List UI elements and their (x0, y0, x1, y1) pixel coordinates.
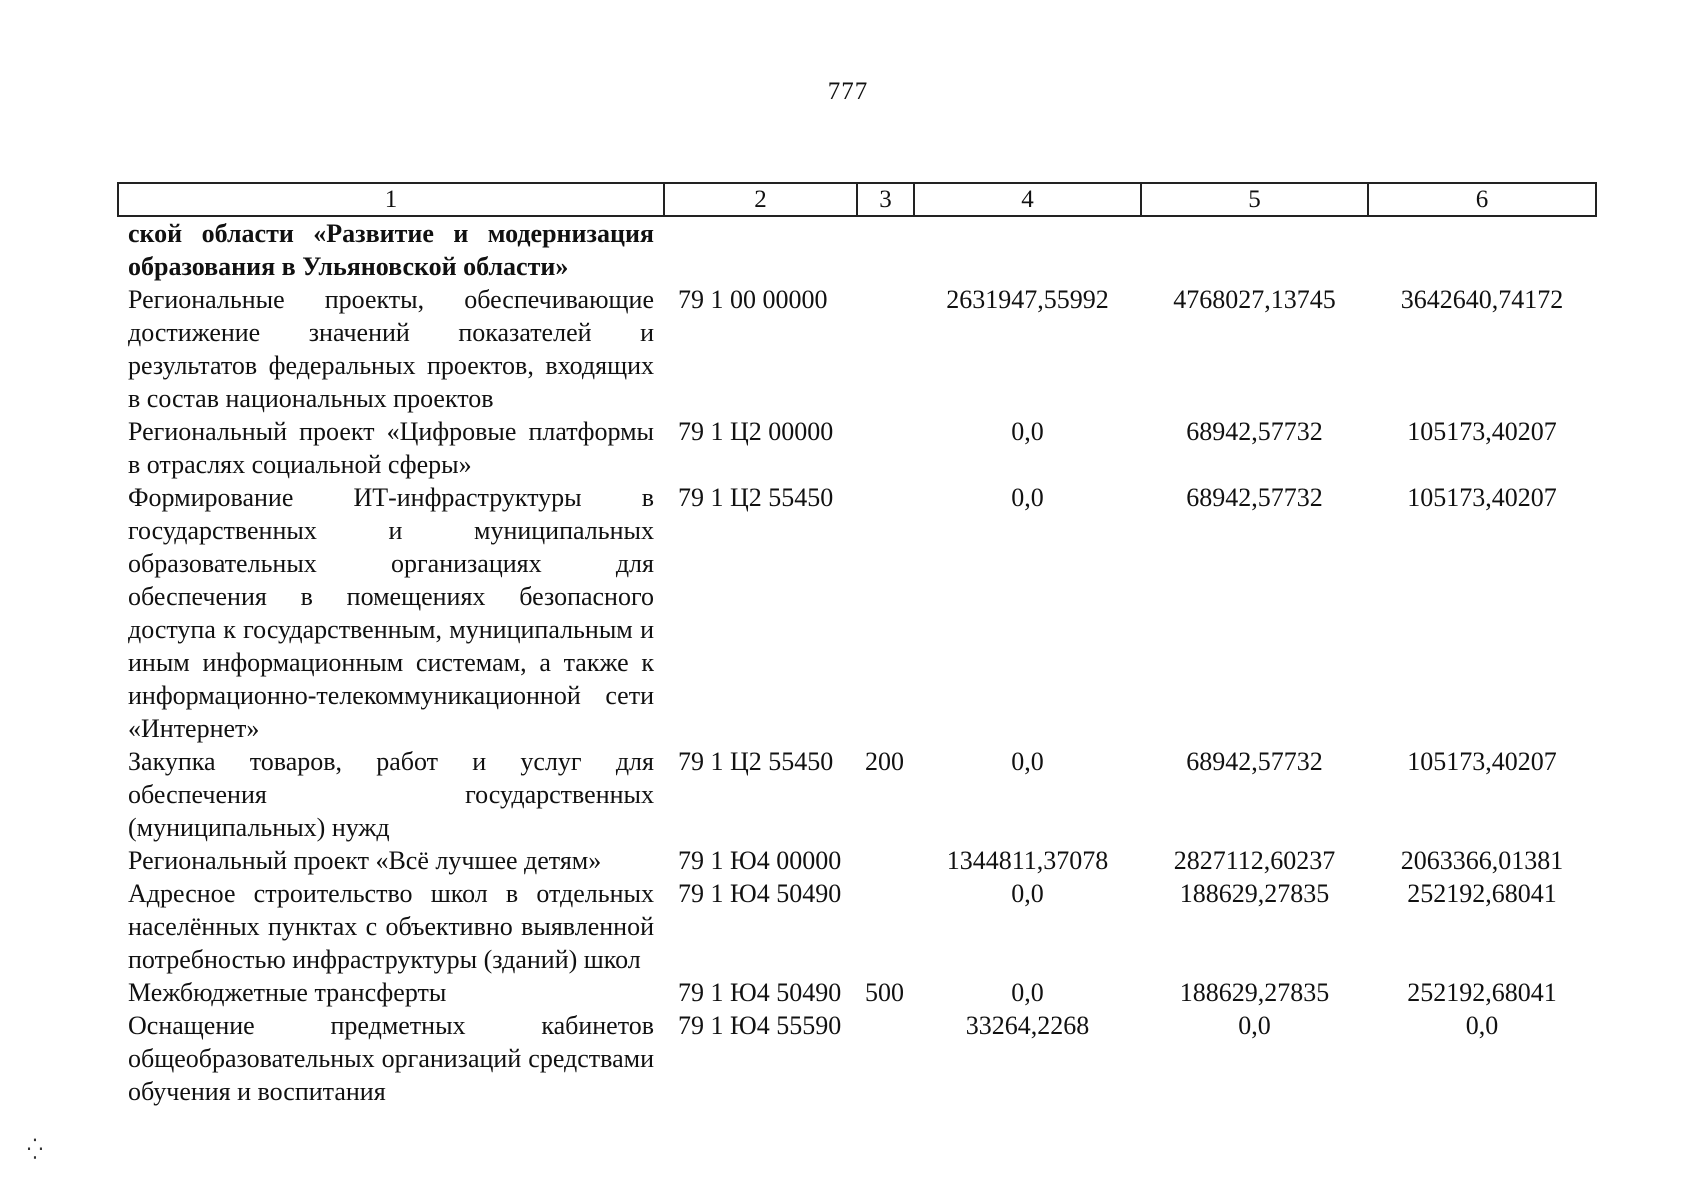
table-row (118, 844, 1596, 877)
row-type (857, 481, 914, 745)
row-code: 79 1 Ц2 00000 (678, 417, 834, 446)
table-row (118, 415, 1596, 481)
header-col-4: 4 (914, 183, 1141, 216)
row-value-5: 2827112,60237 (1173, 846, 1336, 875)
row-value-4: 0,0 (1011, 879, 1044, 908)
header-col-1: 1 (118, 183, 664, 216)
header-col-6: 6 (1368, 183, 1596, 216)
row-name: Адресное строительство школ в отдельных населённых пунктах с объективно выявленной потребностью инфраструктуры (зданий) школ (128, 879, 654, 974)
budget-table-container (117, 182, 1595, 1108)
row-code: 79 1 Ц2 55450 (678, 747, 834, 776)
row-type (857, 415, 914, 481)
row-name: Региональные проекты, обеспечивающие достижение значений показателей и результатов федеральных проектов, входящих в состав национальных проектов (128, 285, 654, 413)
row-value-4: 0,0 (1011, 747, 1044, 776)
row-type: 500 (865, 978, 904, 1007)
row-value-4: 0,0 (1011, 483, 1044, 512)
row-value-6: 3642640,74172 (1400, 285, 1564, 314)
row-value-6 (1368, 216, 1596, 283)
row-code: 79 1 00 00000 (678, 285, 828, 314)
row-name: Закупка товаров, работ и услуг для обеспечения государственных (муниципальных) нужд (128, 747, 654, 842)
row-value-5: 68942,57732 (1186, 747, 1323, 776)
page-number: 777 (827, 78, 869, 105)
row-value-5: 188629,27835 (1179, 879, 1330, 908)
row-value-6: 105173,40207 (1407, 483, 1557, 512)
row-name: Формирование ИТ-инфраструктуры в государственных и муниципальных образовательных организациях для обеспечения в помещениях безопасного доступа к государственным, муниципальным и иным информационным системам, а также к информационно-телекоммуникационной сети «Интернет» (128, 483, 654, 743)
table-body (118, 216, 1596, 1108)
row-code: 79 1 Ю4 50490 (678, 978, 842, 1007)
row-value-6: 0,0 (1465, 1011, 1499, 1040)
row-type (857, 877, 914, 976)
row-value-5: 68942,57732 (1186, 417, 1323, 446)
header-col-2: 2 (664, 183, 857, 216)
header-col-5: 5 (1141, 183, 1368, 216)
header-row (118, 183, 1596, 216)
row-type (857, 283, 914, 415)
row-value-6: 252192,68041 (1407, 978, 1557, 1007)
row-value-6: 105173,40207 (1407, 747, 1557, 776)
table-header (118, 183, 1596, 216)
row-value-4: 1344811,37078 (946, 846, 1109, 875)
row-value-4 (914, 216, 1141, 283)
row-type (857, 216, 914, 283)
row-value-4: 0,0 (1011, 978, 1044, 1007)
row-code: 79 1 Ю4 50490 (678, 879, 842, 908)
row-code: 79 1 Ц2 55450 (678, 483, 834, 512)
table-row (118, 976, 1596, 1009)
row-value-5: 4768027,13745 (1173, 285, 1336, 314)
row-value-4: 33264,2268 (965, 1011, 1090, 1040)
header-col-3: 3 (857, 183, 914, 216)
row-name: Межбюджетные трансферты (128, 978, 447, 1007)
row-value-4: 0,0 (1011, 417, 1044, 446)
margin-scan-mark: ⁛ (27, 1139, 43, 1161)
row-value-5: 188629,27835 (1179, 978, 1330, 1007)
table-row (118, 216, 1596, 283)
row-name: Оснащение предметных кабинетов общеобразовательных организаций средствами обучения и воспитания (128, 1011, 654, 1106)
row-value-6: 105173,40207 (1407, 417, 1557, 446)
row-code: 79 1 Ю4 00000 (678, 846, 842, 875)
row-name: Региональный проект «Цифровые платформы в отраслях социальной сферы» (128, 417, 654, 479)
row-value-6: 252192,68041 (1407, 879, 1557, 908)
table-row (118, 877, 1596, 976)
row-type (857, 844, 914, 877)
row-name: ской области «Развитие и модернизация образования в Ульяновской области» (128, 219, 654, 281)
row-code: 79 1 Ю4 55590 (678, 1011, 842, 1040)
budget-table (117, 182, 1597, 1108)
row-value-4: 2631947,55992 (946, 285, 1109, 314)
table-row (118, 481, 1596, 745)
row-code (664, 216, 857, 283)
row-value-5: 0,0 (1238, 1011, 1271, 1040)
row-value-5 (1141, 216, 1368, 283)
row-type: 200 (865, 747, 904, 776)
table-row (118, 745, 1596, 844)
table-row (118, 283, 1596, 415)
table-row (118, 1009, 1596, 1108)
row-type (857, 1009, 914, 1108)
row-value-5: 68942,57732 (1186, 483, 1323, 512)
row-value-6: 2063366,01381 (1400, 846, 1564, 875)
row-name: Региональный проект «Всё лучшее детям» (128, 846, 602, 875)
